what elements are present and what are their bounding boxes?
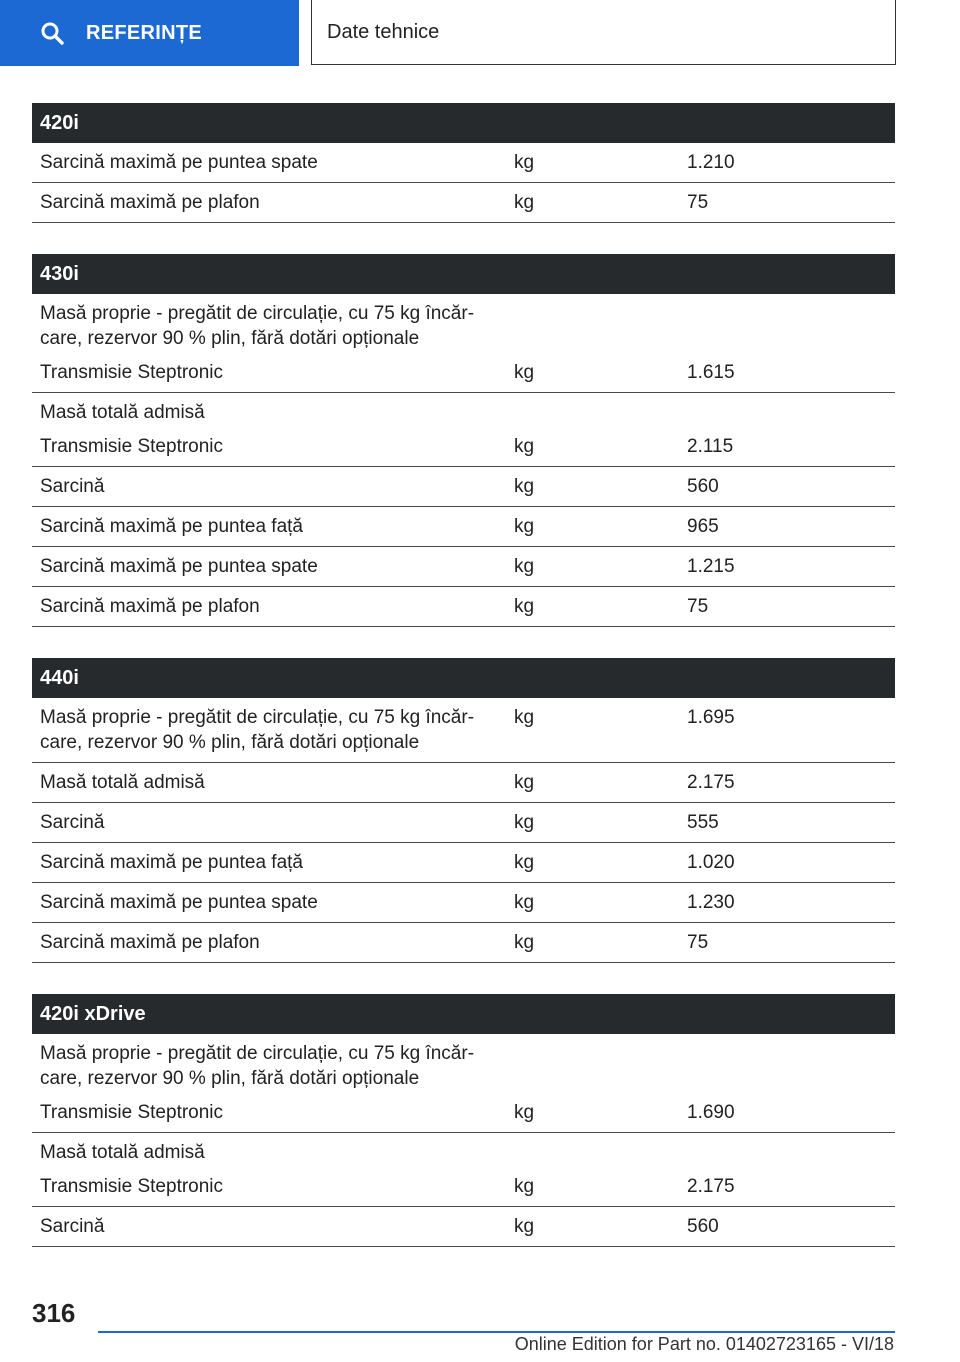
row-value: 75 bbox=[687, 932, 709, 953]
row-label: Sarcină bbox=[40, 812, 105, 833]
row-value: 1.695 bbox=[687, 707, 735, 728]
spec-table-header: 420i xDrive bbox=[32, 994, 895, 1034]
row-label: Transmisie Steptronic bbox=[40, 1176, 224, 1197]
row-value: 1.230 bbox=[687, 892, 735, 913]
table-row bbox=[32, 763, 895, 803]
row-value: 1.020 bbox=[687, 852, 735, 873]
spec-table-header: 430i bbox=[32, 254, 895, 294]
row-value: 1.615 bbox=[687, 362, 735, 383]
row-label: Sarcină maximă pe plafon bbox=[40, 192, 260, 213]
row-unit: kg bbox=[514, 892, 535, 913]
row-label: Masă proprie - pregătit de circulație, cu 75 kg încărcare, rezervor 90 % plin, fără dotări opționale bbox=[40, 303, 475, 349]
row-label: Sarcină maximă pe puntea spate bbox=[40, 892, 318, 913]
row-value: 1.690 bbox=[687, 1102, 735, 1123]
row-value: 1.210 bbox=[687, 152, 735, 173]
table-row bbox=[32, 803, 895, 843]
footer-divider bbox=[98, 1331, 895, 1333]
row-unit: kg bbox=[514, 932, 535, 953]
row-label: Sarcină maximă pe puntea spate bbox=[40, 152, 318, 173]
row-label: Sarcină maximă pe plafon bbox=[40, 932, 260, 953]
section-title: Date tehnice bbox=[327, 20, 440, 43]
table-row bbox=[32, 587, 895, 627]
table-row bbox=[32, 183, 895, 223]
table-row bbox=[32, 294, 895, 353]
spec-table bbox=[32, 658, 895, 963]
row-label: Sarcină maximă pe puntea față bbox=[40, 516, 303, 537]
row-label: Sarcină bbox=[40, 476, 105, 497]
row-label: Sarcină bbox=[40, 1216, 105, 1237]
table-row bbox=[32, 507, 895, 547]
references-label: REFERINȚE bbox=[86, 21, 203, 44]
references-button[interactable] bbox=[0, 0, 299, 66]
table-row bbox=[32, 1207, 895, 1247]
spec-table bbox=[32, 254, 895, 627]
row-unit: kg bbox=[514, 476, 535, 497]
spec-table-header: 420i bbox=[32, 103, 895, 143]
row-label: Transmisie Steptronic bbox=[40, 436, 224, 457]
row-unit: kg bbox=[514, 596, 535, 617]
row-value: 560 bbox=[687, 1216, 719, 1237]
row-unit: kg bbox=[514, 1102, 535, 1123]
row-unit: kg bbox=[514, 152, 535, 173]
row-unit: kg bbox=[514, 812, 535, 833]
row-label: Masă proprie - pregătit de circulație, cu 75 kg încărcare, rezervor 90 % plin, fără dotări opționale bbox=[40, 707, 475, 753]
row-unit: kg bbox=[514, 556, 535, 577]
table-row bbox=[32, 698, 895, 763]
row-unit: kg bbox=[514, 1216, 535, 1237]
row-value: 555 bbox=[687, 812, 719, 833]
row-value: 965 bbox=[687, 516, 719, 537]
page-number: 316 bbox=[32, 1298, 76, 1328]
table-row bbox=[32, 1034, 895, 1093]
table-row bbox=[32, 353, 895, 393]
row-unit: kg bbox=[514, 516, 535, 537]
row-value bbox=[679, 400, 895, 425]
row-unit: kg bbox=[514, 192, 535, 213]
table-row bbox=[32, 143, 895, 183]
row-label: Sarcină maximă pe plafon bbox=[40, 596, 260, 617]
row-unit bbox=[506, 1140, 679, 1165]
row-unit bbox=[506, 1041, 679, 1091]
spec-table bbox=[32, 103, 895, 223]
row-value: 2.175 bbox=[687, 1176, 735, 1197]
row-label: Masă totală admisă bbox=[40, 772, 205, 793]
row-value: 1.215 bbox=[687, 556, 735, 577]
row-value bbox=[679, 301, 895, 351]
row-label: Masă totală admisă bbox=[40, 402, 205, 423]
row-label: Sarcină maximă pe puntea spate bbox=[40, 556, 318, 577]
spec-table bbox=[32, 994, 895, 1247]
row-unit: kg bbox=[514, 852, 535, 873]
row-unit: kg bbox=[514, 436, 535, 457]
table-row bbox=[32, 1133, 895, 1167]
search-icon bbox=[40, 21, 64, 45]
edition-info: Online Edition for Part no. 01402723165 - VI/18 bbox=[514, 1334, 894, 1354]
row-unit bbox=[506, 301, 679, 351]
row-unit bbox=[506, 400, 679, 425]
table-row bbox=[32, 923, 895, 963]
spec-table-header: 440i bbox=[32, 658, 895, 698]
row-label: Transmisie Steptronic bbox=[40, 362, 224, 383]
row-value: 560 bbox=[687, 476, 719, 497]
table-row bbox=[32, 1093, 895, 1133]
table-row bbox=[32, 427, 895, 467]
table-row bbox=[32, 1167, 895, 1207]
row-value: 75 bbox=[687, 596, 709, 617]
row-unit: kg bbox=[514, 1176, 535, 1197]
row-label: Transmisie Steptronic bbox=[40, 1102, 224, 1123]
row-value: 2.115 bbox=[687, 436, 734, 457]
row-label: Masă totală admisă bbox=[40, 1142, 205, 1163]
row-value bbox=[679, 1140, 895, 1165]
section-title-tab[interactable] bbox=[311, 0, 896, 65]
row-unit: kg bbox=[514, 772, 535, 793]
row-unit: kg bbox=[514, 362, 535, 383]
table-row bbox=[32, 883, 895, 923]
row-value bbox=[679, 1041, 895, 1091]
table-row bbox=[32, 393, 895, 427]
top-navigation-bar bbox=[0, 0, 960, 66]
row-unit: kg bbox=[514, 707, 535, 728]
row-value: 75 bbox=[687, 192, 709, 213]
row-value: 2.175 bbox=[687, 772, 735, 793]
row-label: Sarcină maximă pe puntea față bbox=[40, 852, 303, 873]
table-row bbox=[32, 843, 895, 883]
table-row bbox=[32, 467, 895, 507]
technical-data-tables bbox=[32, 103, 895, 1278]
table-row bbox=[32, 547, 895, 587]
row-label: Masă proprie - pregătit de circulație, cu 75 kg încărcare, rezervor 90 % plin, fără dotări opționale bbox=[40, 1043, 475, 1089]
